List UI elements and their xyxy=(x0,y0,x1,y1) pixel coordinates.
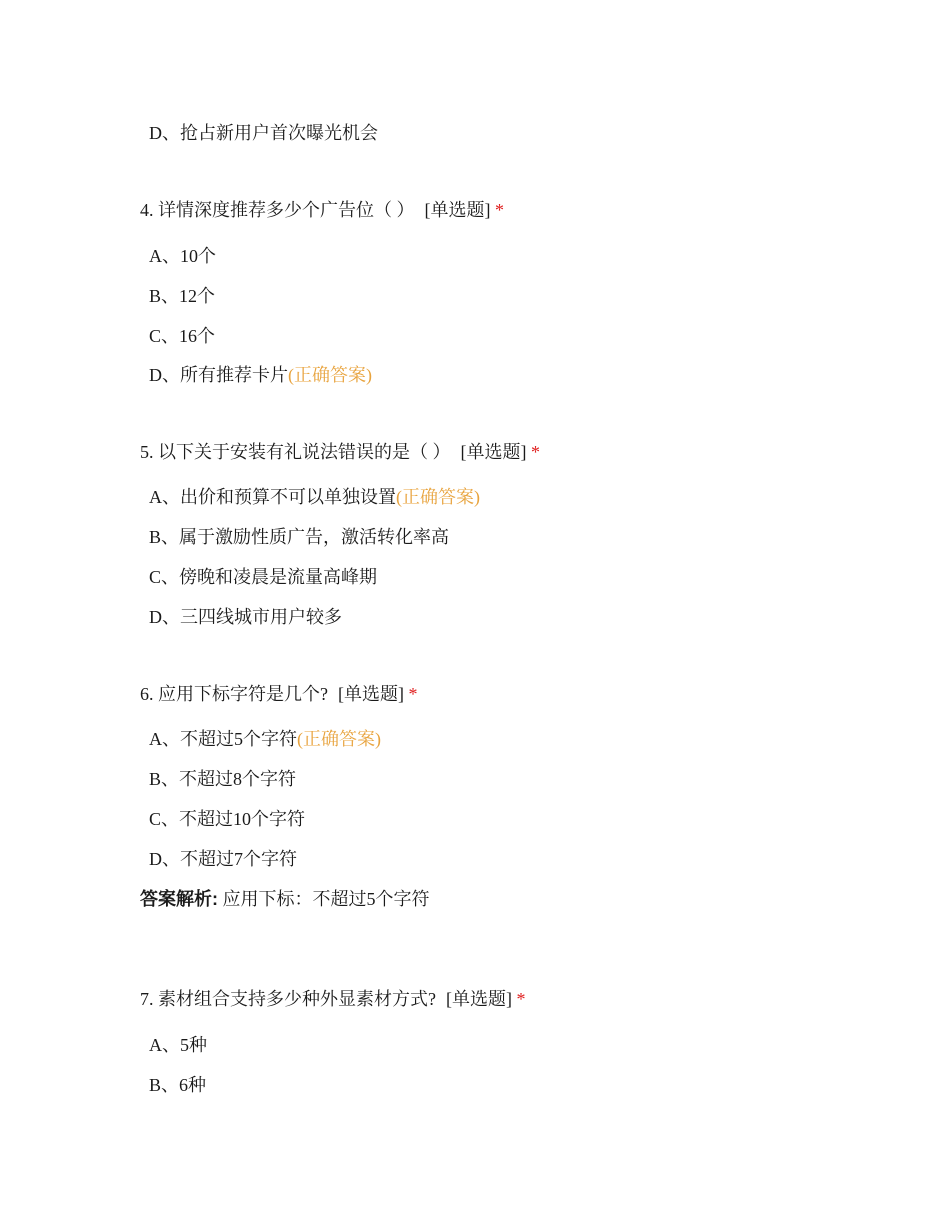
q4-option-d[interactable] xyxy=(149,363,372,387)
q7-option-b[interactable] xyxy=(149,1073,206,1097)
correct-answer-mark: (正确答案) xyxy=(396,487,480,507)
q6-option-c[interactable] xyxy=(149,807,305,831)
answer-analysis xyxy=(140,887,430,911)
option-label: D、不超过7个字符 xyxy=(149,849,297,869)
question-6-title xyxy=(140,682,418,706)
question-type: [单选题] xyxy=(460,442,527,462)
question-7-title xyxy=(140,987,526,1011)
option-label: A、出价和预算不可以单独设置 xyxy=(149,487,396,507)
option-label: D、三四线城市用户较多 xyxy=(149,607,342,627)
question-4-title xyxy=(140,198,504,222)
analysis-label: 答案解析: xyxy=(140,889,218,909)
option-label: A、5种 xyxy=(149,1035,207,1055)
q4-option-a[interactable] xyxy=(149,244,216,268)
option-label: B、12个 xyxy=(149,286,216,306)
q6-option-b[interactable] xyxy=(149,767,296,791)
analysis-text: 应用下标：不超过5个字符 xyxy=(222,889,430,909)
correct-answer-mark: (正确答案) xyxy=(288,365,372,385)
required-mark: * xyxy=(531,442,540,462)
option-label: B、6种 xyxy=(149,1075,207,1095)
question-text: 4. 详情深度推荐多少个广告位（ ） xyxy=(140,200,415,220)
question-type: [单选题] xyxy=(338,684,404,704)
q5-option-d[interactable] xyxy=(149,605,342,629)
question-text: 7. 素材组合支持多少种外显素材方式? xyxy=(140,989,436,1009)
q5-option-b[interactable] xyxy=(149,525,449,549)
option-label: B、不超过8个字符 xyxy=(149,769,297,789)
question-type: [单选题] xyxy=(424,200,491,220)
q4-option-b[interactable] xyxy=(149,284,215,308)
required-mark: * xyxy=(408,684,418,704)
q6-option-d[interactable] xyxy=(149,847,297,871)
question-5-title xyxy=(140,440,540,464)
q5-option-c[interactable] xyxy=(149,565,377,589)
option-label: A、不超过5个字符 xyxy=(149,729,297,749)
required-mark: * xyxy=(516,989,526,1009)
question-type: [单选题] xyxy=(446,989,512,1009)
question-text: 5. 以下关于安装有礼说法错误的是（ ） xyxy=(140,442,451,462)
option-label: B、属于激励性质广告，激活转化率高 xyxy=(149,527,450,547)
q4-option-c[interactable] xyxy=(149,324,215,348)
option-label: A、10个 xyxy=(149,246,216,266)
q3-option-d[interactable] xyxy=(149,121,378,145)
question-text: 6. 应用下标字符是几个? xyxy=(140,684,328,704)
required-mark: * xyxy=(495,200,504,220)
option-label: D、抢占新用户首次曝光机会 xyxy=(149,123,378,143)
q7-option-a[interactable] xyxy=(149,1033,207,1057)
option-label: D、所有推荐卡片 xyxy=(149,365,288,385)
q5-option-a[interactable] xyxy=(149,485,480,509)
option-label: C、傍晚和凌晨是流量高峰期 xyxy=(149,567,378,587)
option-label: C、不超过10个字符 xyxy=(149,809,306,829)
option-label: C、16个 xyxy=(149,326,216,346)
q6-option-a[interactable] xyxy=(149,727,381,751)
correct-answer-mark: (正确答案) xyxy=(297,729,381,749)
